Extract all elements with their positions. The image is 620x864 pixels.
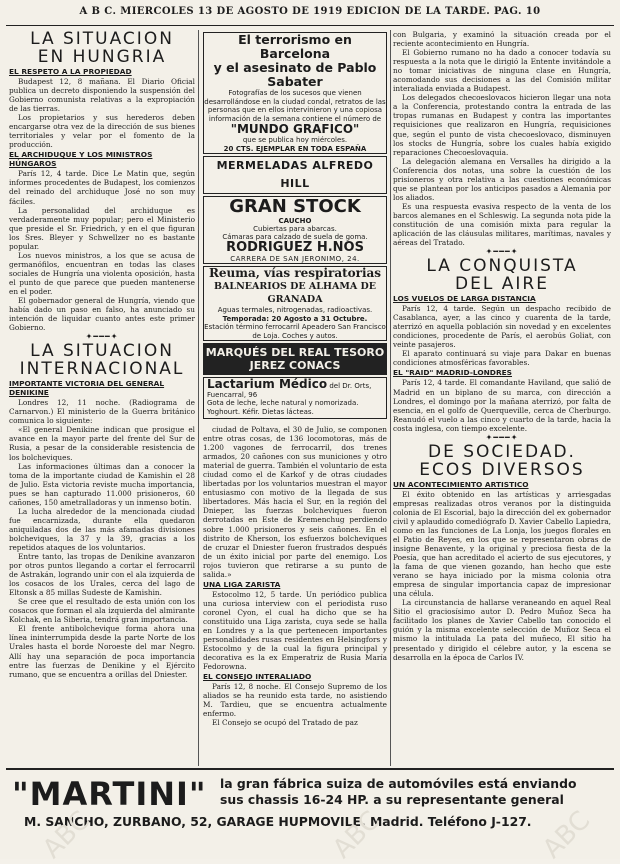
article-paragraph: Budapest 12, 8 mañana. El Diario Oficial publica un decreto disponiendo la suspensión del Gobierno comunista relativas a la expropiación de las tierras. — [9, 77, 195, 114]
ad-title: MARQUÉS DEL REAL TESORO — [205, 346, 385, 359]
subhead-liga-zarista: UNA LIGA ZARISTA — [203, 579, 281, 589]
ad-magazine-name: "MUNDO GRAFICO" — [230, 122, 360, 136]
article-paragraph: El aparato continuará su viaje para Dakar en buenas condiciones atmosféricas favorables. — [393, 349, 611, 368]
headline-internacional-2: INTERNACIONAL — [19, 359, 185, 380]
article-paragraph: Estocolmo 12, 5 tarde. Un periódico publica una curiosa interview con el periodista ruso coronel Cyon, el cual ha dicho que se ha constituido una Liga zarista, cuya sede se halla en Londres y a la que pertenecen importantes personalidades rusas residentes en Helsingfors y Estocolmo y de la cual la figura principal y decorativa es la ex Emperatriz de Rusia María Fedorowna. — [203, 589, 387, 672]
ornament-divider: ✦━━━✦ — [485, 247, 519, 257]
ad-title: Reuma, vías respiratorias — [208, 266, 382, 280]
ad-text: Cubiertas para abarcas. — [253, 225, 337, 233]
ornament-divider: ✦━━━✦ — [85, 332, 119, 342]
watermark: ABC — [37, 805, 97, 864]
article-paragraph: El éxito obtenido en las artísticas y arriesgadas empresas realizadas otros veranos por la distinguida colonia de El Escorial, bajo la dirección del ex gobernador civil y aplaudido comediógrafo D. Xavier Cabello Lapiedra, como en las funciones de La Lonja, los juegos florales en el Patio de Reyes, en los que se representaron obras de insigne Benavente, y la original y preciosa fiesta de la Poesía, que han acreditado el acierto de sus ejecutores, y la fama de que vienen gozando, han hecho que este verano se haya iniciado por la misma colonia otra empresa de singular importancia capaz de impresionar una célula. — [393, 489, 611, 599]
column-rule — [198, 30, 199, 766]
column-right — [393, 30, 611, 780]
ad-text: que se publica hoy miércoles. — [242, 136, 348, 144]
column-center-text — [203, 425, 387, 780]
ad-real-tesoro — [203, 343, 387, 375]
headline-hungria-2: EN HUNGRIA — [37, 47, 167, 67]
ad-title: Lactarium Médico — [207, 377, 328, 391]
ad-title: y el asesinato de Pablo Sabater — [213, 60, 377, 89]
ad-martini-banner — [6, 768, 614, 834]
subhead-artistico: UN ACONTECIMIENTO ARTISTICO — [393, 479, 529, 489]
ad-text: sus chassis 16-24 HP. a su representante general — [220, 792, 564, 807]
ad-gran-stock — [203, 196, 387, 264]
ad-mundo-grafico — [203, 32, 387, 154]
ad-text: Estación término ferrocarril Apeadero San Francisco de Loja. Coches y autos. — [204, 323, 386, 340]
article-paragraph: París 12, 4 tarde. Según un despacho recibido de Casablanca, ayer, a las cinco y cuarenta de la tarde, aterrizó en aquella población sin novedad y en excelentes condiciones, procedente de París, el aerobús Goliat, con veinte pasajeros. — [393, 304, 611, 350]
article-paragraph: París 12, 8 noche. El Consejo Supremo de los aliados se ha reunido esta tarde, no asistiendo M. Tardieu, que se encuentra actualmente enfermo. — [203, 682, 387, 719]
article-paragraph: ciudad de Poltava, el 30 de Julio, se componen entre otras cosas, de 136 locomotoras, más de 1.200 vagones de ferrocarril, dos trenes armados, 20 cañones con sus municiones y otro material de guerra. También el voluntario de esta ciudad como el de Karkof y de otras ciudades libertadas por los voluntarios muestran el mayor entusiasmo con motivo de la llegada de sus libertadores. Más hacia el Sur, en la región del Dnieper, las fuerzas bolcheviques fueron derrotadas en Este de Kremenchug perdiendo sobre 1.000 prisioneros y seis cañones. En el distrito de Kherson, los esfuerzos bolcheviques de cruzar el Dniester fueron frustrados después de un éxito inicial por parte del enemigo. Los rojos tuvieron que retirarse a su punto de salida.» — [203, 425, 387, 579]
page-header: A B C. MIERCOLES 13 DE AGOSTO DE 1919 EDICION DE LA TARDE. PAG. 10 — [79, 6, 541, 17]
headline-conquista-2: DEL AIRE — [455, 274, 549, 295]
headline-conquista-1: LA CONQUISTA — [426, 256, 578, 277]
headline-sociedad-1: DE SOCIEDAD. — [428, 441, 576, 462]
ad-title: El terrorismo en Barcelona — [238, 32, 352, 61]
subhead-archiduque: EL ARCHIDUQUE Y LOS MINISTROS HÚNGAROS — [9, 150, 153, 169]
ad-lactarium — [203, 377, 387, 419]
watermark: ABC — [327, 805, 387, 864]
ad-address: del Dr. Orts, Fuencarral, 96 — [207, 382, 372, 399]
article-paragraph: Las informaciones últimas dan a conocer la toma de la importante ciudad de Kamishin el 28 de Julio. Esta victoria reviste mucha importancia, pues se han capturado 11.000 prisioneros, 60 cañones, 150 ametralladoras y un inmenso botín. — [9, 461, 195, 507]
ad-text: Cámaras para calzado de suela de goma. — [222, 233, 368, 241]
article-paragraph: Londres 12, 11 noche. (Radiograma de Carnarvon.) El ministerio de la Guerra británico comunica lo siguiente: — [9, 398, 195, 426]
article-paragraph: El Consejo se ocupó del Tratado de paz — [212, 718, 358, 728]
ad-text: Aguas termales, nitrogenadas, radioactivas. — [217, 306, 373, 314]
article-paragraph: Es una respuesta evasiva respecto de la venta de los barcos alemanes en el Schleswig. La segunda nota pide la constitución de una comisión mixta para regular la aplicación de las cláusulas militares, marítimas, navales y aéreas del Tratado. — [393, 201, 611, 248]
article-paragraph: Entre tanto, las tropas de Denikine avanzaron por otros puntos llegando a cortar el ferrocarril de Astrakán, logrando unir con el ala izquierda de los cosacos de los Urales, cerca del lago de Eltonsk a 85 millas Sudeste de Kamishin. — [9, 552, 195, 598]
subhead-consejo: EL CONSEJO INTERALIADO — [203, 672, 312, 682]
ad-text: Gota de leche, leche natural y nomorizada. Yoghourt. Kéfir. Dietas lácteas. — [207, 399, 359, 416]
subhead-vuelos: LOS VUELOS DE LARGA DISTANCIA — [393, 294, 536, 304]
ad-text: Fotografías de los sucesos que vienen desarrollándose en la ciudad condal, retratos de las personas que en ellos intervinieron y una copiosa información de la semana contiene el número de — [204, 89, 386, 123]
headline-sociedad-2: ECOS DIVERSOS — [419, 459, 585, 480]
article-paragraph: Se cree que el resultado de esta unión con los cosacos que forman el ala izquierda del almirante Kolchak, en la Siberia, tendrá gran importancia. — [9, 597, 195, 625]
ad-title: BALNEARIOS DE ALHAMA DE GRANADA — [213, 281, 376, 305]
ornament-divider: ✦━━━✦ — [485, 432, 519, 442]
header-rule — [6, 25, 614, 26]
article-paragraph: «El general Denikine indican que prosigue el avance en la mayor parte del frente del Sur de Rusia, a pesar de la considerable resistencia de los bolcheviques. — [9, 425, 195, 462]
article-paragraph: La lucha alrededor de la mencionada ciudad fue encarnizada, durante ella quedaron aniquiladas dos de las más afamadas divisiones bolcheviques, la 37 y la 39, gracias a los repetidos ataques de los voluntarios. — [9, 506, 195, 552]
headline-hungria-1: LA SITUACION — [30, 29, 174, 49]
ad-season: Temporada: 20 Agosto a 31 Octubre. — [222, 314, 368, 323]
article-paragraph: El gobernador general de Hungría, viendo que había dado un paso en falso, ha anunciado su intención de liquidar cuanto antes este primer Gobierno. — [9, 296, 195, 333]
ad-address: CARRERA DE SAN JERONIMO, 24. — [230, 255, 360, 263]
article-paragraph: con Bulgaria, y examinó la situación creada por el reciente acontecimiento en Hungría. — [393, 30, 611, 49]
ad-mermeladas: MERMELADAS ALFREDO HILL — [203, 156, 387, 194]
article-paragraph: El frente antibolchevique forma ahora una línea ininterrumpida desde la parte Norte de los Urales hasta el borde Noroeste del mar Negro. Allí hay una separación de poca importancia entre las fuerzas de Denikine y el Ejército rumano, que se encuentra a orillas del Dniester. — [9, 624, 195, 679]
column-left — [9, 30, 195, 780]
subhead-propiedad: EL RESPETO A LA PROPIEDAD — [9, 67, 132, 76]
watermark: ABC — [537, 805, 597, 864]
ad-title: GRAN STOCK — [229, 196, 361, 217]
column-rule — [390, 30, 391, 766]
article-paragraph: La delegación alemana en Versalles ha dirigido a la Conferencia dos notas, una sobre la cuestión de los prisioneros y otra relativa a las cuestiones económicas que se plantean por los anticipos pasados a Alemania por los aliados. — [393, 156, 611, 202]
headline-internacional-1: LA SITUACION — [30, 341, 174, 362]
article-paragraph: Los propietarios y sus herederos deben encargarse otra vez de la dirección de sus bienes territoriales y velar por el fomento de la producción. — [9, 113, 195, 150]
article-paragraph: Los nuevos ministros, a los que se acusa de germanófilos, encuentran en todas las clases sociales de Hungría una violenta oposición, hasta el punto de que parece que pueden mantenerse en el poder. — [9, 250, 195, 296]
ad-balnearios — [203, 266, 387, 341]
ad-brand: RODRIGUEZ H.NOS — [226, 240, 364, 255]
column-center-ads — [203, 30, 387, 416]
ad-text: la gran fábrica suiza de automóviles está enviando — [220, 776, 577, 791]
ad-title: JEREZ CONACS — [249, 359, 341, 372]
ad-brand: "MARTINI" — [12, 775, 207, 813]
subhead-denikine: IMPORTANTE VICTORIA DEL GENERAL DENIKINE — [9, 379, 165, 398]
article-paragraph: París 12, 4 tarde. Dice Le Matin que, según informes procedentes de Budapest, los comienzos del reinado del archiduque José no son muy fáciles. — [9, 169, 195, 206]
article-paragraph: París 12, 4 tarde. El comandante Haviland, que salió de Madrid en un biplano de su marca, con dirección a Londres, el domingo por la mañana aterrizó, por falta de esencia, en el golfo de Querqueville, cerca de Cherburgo. Reanudó el vuelo a las cinco y cuarto de la tarde, hacia la costa inglesa, con tiempo excelente. — [393, 378, 611, 433]
article-paragraph: La personalidad del archiduque es verdaderamente muy popular; pero el Ministerio que preside el Sr. Friedrich, y en el que figuran los Sres. Bleyer y Schwellzer no es bastante popular. — [9, 205, 195, 251]
article-paragraph: Los delegados checoeslovacos hicieron llegar una nota a la Conferencia, protestando contra la entrada de las tropas rumanas en Budapest y contra las importantes requisiciones que realizaron en Hungría, requisiciones que, según el punto de vista checoeslovaco, disminuyen los stocks de Hungría, sobre los cuales había exigido reparaciones Checoeslovaquia. — [393, 93, 611, 157]
ad-price: 20 CTS. EJEMPLAR EN TODA ESPAÑA — [223, 144, 367, 153]
subhead-raid: EL "RAID" MADRID-LONDRES — [393, 368, 513, 378]
article-paragraph: El Gobierno rumano no ha dado a conocer todavía su respuesta a la nota que le dirigió la Entente invitándole a no tomar iniciativas de ninguna clase en Hungría, acomodando sus decisiones a las del Comisión militar interaliada enviada a Budapest. — [393, 48, 611, 94]
ad-text: CAUCHO — [278, 217, 312, 225]
ad-text: M. SANCHO, ZURBANO, 52, GARAGE HUPMOVILE. Madrid. Teléfono J-127. — [24, 814, 532, 829]
article-paragraph: La circunstancia de hallarse veraneando en aquel Real Sitio el graciosísimo autor D. Pedro Muñoz Seca ha facilitado los planes de Xavier Cabello tan conocido el guión y la misma excelente selección de Muñoz Seca el mismo la intitulada La pata del muñeco, El sitio ha presentado y dirigido el célebre autor, y la escena se desarrolla en la época de Carlos IV. — [393, 598, 611, 662]
